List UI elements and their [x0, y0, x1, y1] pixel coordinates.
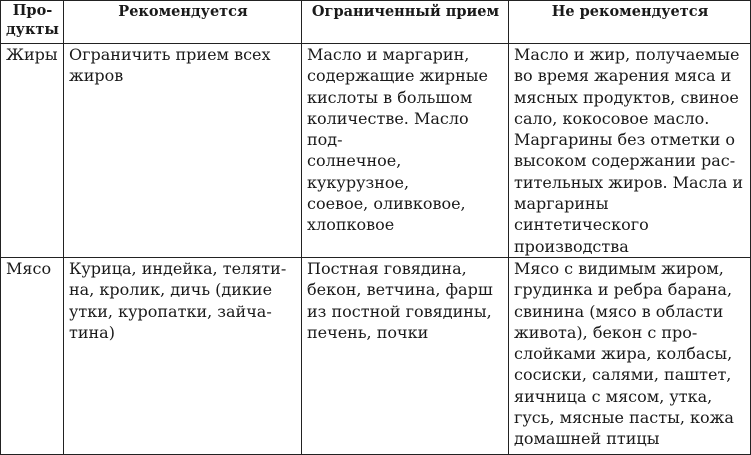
header-products: Про- дукты — [1, 1, 64, 44]
table-row-fats — [1, 44, 751, 258]
header-not-recommended: Не рекомендуется — [509, 1, 751, 44]
product-cell: Жиры — [1, 44, 64, 258]
table-row-meat — [1, 257, 751, 454]
limited-cell: Постная говядина, бекон, ветчина, фарш из постной говядины, печень, почки — [302, 257, 509, 454]
not-recommended-cell: Мясо с видимым жиром, грудинка и ребра барана, свинина (мясо в области живота), бекон с про- слойками жира, колбасы, сосиски, салями, паштет, яичница с мясом, утка, гусь, мясные пасты, кожа домашней птицы — [509, 257, 751, 454]
header-row — [1, 1, 751, 44]
header-recommended: Рекомендуется — [64, 1, 302, 44]
not-recommended-cell: Масло и жир, получаемые во время жарения мяса и мясных продуктов, свиное сало, кокосовое масло. Маргарины без отметки о высоком содержании рас- тительных жиров. Масла и маргарины синтетического производства — [509, 44, 751, 258]
limited-cell: Масло и маргарин, содержащие жирные кислоты в большом количестве. Масло под- солнечное, кукурузное, соевое, оливковое, хлопковое — [302, 44, 509, 258]
product-cell: Мясо — [1, 257, 64, 454]
recommended-cell: Ограничить прием всех жиров — [64, 44, 302, 258]
table-header — [1, 1, 751, 44]
recommended-cell: Курица, индейка, теляти- на, кролик, дичь (дикие утки, куропатки, зайча- тина) — [64, 257, 302, 454]
header-limited: Ограниченный прием — [302, 1, 509, 44]
table-body — [1, 44, 751, 455]
